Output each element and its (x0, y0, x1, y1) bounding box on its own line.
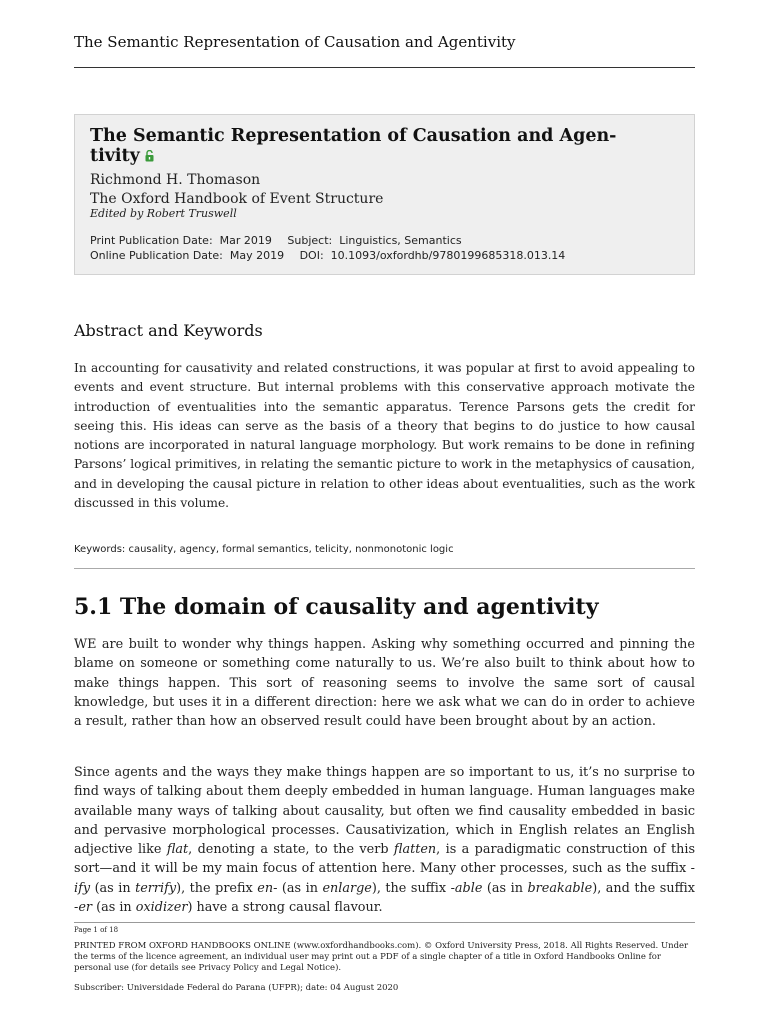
chapter-title-line2: tivity (90, 146, 140, 166)
keywords: Keywords: causality, agency, formal semantics, telicity, nonmonotonic logic (74, 544, 454, 555)
keywords-divider (74, 568, 695, 569)
doi-label: DOI: (299, 249, 324, 262)
footer-divider (74, 922, 695, 923)
chapter-title[interactable] (90, 126, 650, 166)
publication-info (90, 233, 679, 263)
print-pub-label: Print Publication Date: (90, 234, 213, 247)
chapter-title-line1: The Semantic Representation of Causation and Agen- (90, 126, 617, 146)
open-access-lock-icon (145, 147, 154, 159)
online-publication-line (90, 248, 679, 263)
abstract-heading: Abstract and Keywords (74, 321, 263, 340)
copyright-notice: PRINTED FROM OXFORD HANDBOOKS ONLINE (www.oxfordhandbooks.com). © Oxford University Press, 2018. All Rights Reserved. Under the terms of the licence agreement, an individual user may print out a PDF of a single chapter of a title in Oxford Handbooks Online for personal use (for details see Privacy Policy and Legal Notice). (74, 941, 689, 973)
author-name[interactable]: Richmond H. Thomason (90, 172, 261, 188)
body-paragraph-1: WE are built to wonder why things happen. Asking why something occurred and pinning the blame on someone or something come naturally to us. We’re also built to think about how to make things happen. This sort of reasoning seems to involve the same sort of causal knowledge, but uses it in a different direction: here we ask what we can do in order to achieve a result, rather than how an observed result could have been brought about by an action. (74, 637, 695, 730)
abstract-text: In accounting for causativity and related constructions, it was popular at first to avoid appealing to events and event structure. But internal problems with this conservative approach motivate the introduction of eventualities into the semantic apparatus. Terence Parsons gets the credit for seeing this. His ideas can serve as the basis of a theory that begins to do justice to how causal notions are incorporated in natural language morphology. But work remains to be done in refining Parsons’ logical primitives, in relating the semantic picture to work in the metaphysics of causation, and in developing the causal picture in relation to other ideas about eventualities, such as the work discussed in this volume. (74, 361, 695, 511)
print-pub-date: Mar 2019 (219, 234, 272, 247)
editor-credit: Edited by Robert Truswell (90, 207, 237, 220)
chapter-info-box (74, 114, 695, 275)
book-title[interactable]: The Oxford Handbook of Event Structure (90, 191, 384, 207)
page-number: Page 1 of 18 (74, 926, 119, 934)
subject-value[interactable]: Linguistics, Semantics (339, 234, 462, 247)
online-pub-date: May 2019 (229, 249, 285, 262)
doi-value[interactable]: 10.1093/oxfordhb/9780199685318.013.14 (330, 249, 566, 262)
running-head: The Semantic Representation of Causation and Agentivity (74, 33, 516, 51)
subscriber-info: Subscriber: Universidade Federal do Parana (UFPR); date: 04 August 2020 (74, 983, 399, 993)
online-pub-label: Online Publication Date: (90, 249, 223, 262)
section-heading: 5.1 The domain of causality and agentivity (74, 594, 599, 620)
body-paragraph-2: Since agents and the ways they make things happen are so important to us, it’s no surprise to find ways of talking about them deeply embedded in human language. Human languages make available many ways of talking about causality, but often we find causality embedded in basic and pervasive morphological processes. Causativization, which in English relates an English adjective like flat, denoting a state, to the verb flatten, is a paradigmatic construction of this sort—and it will be my main focus of attention here. Many other processes, such as the suffix -ify (as in terrify), the prefix en- (as in enlarge), the suffix -able (as in breakable), and the suffix -er (as in oxidizer) have a strong causal flavour. (74, 765, 696, 916)
print-publication-line (90, 233, 679, 248)
subject-label: Subject: (287, 234, 333, 247)
header-divider (74, 67, 695, 68)
